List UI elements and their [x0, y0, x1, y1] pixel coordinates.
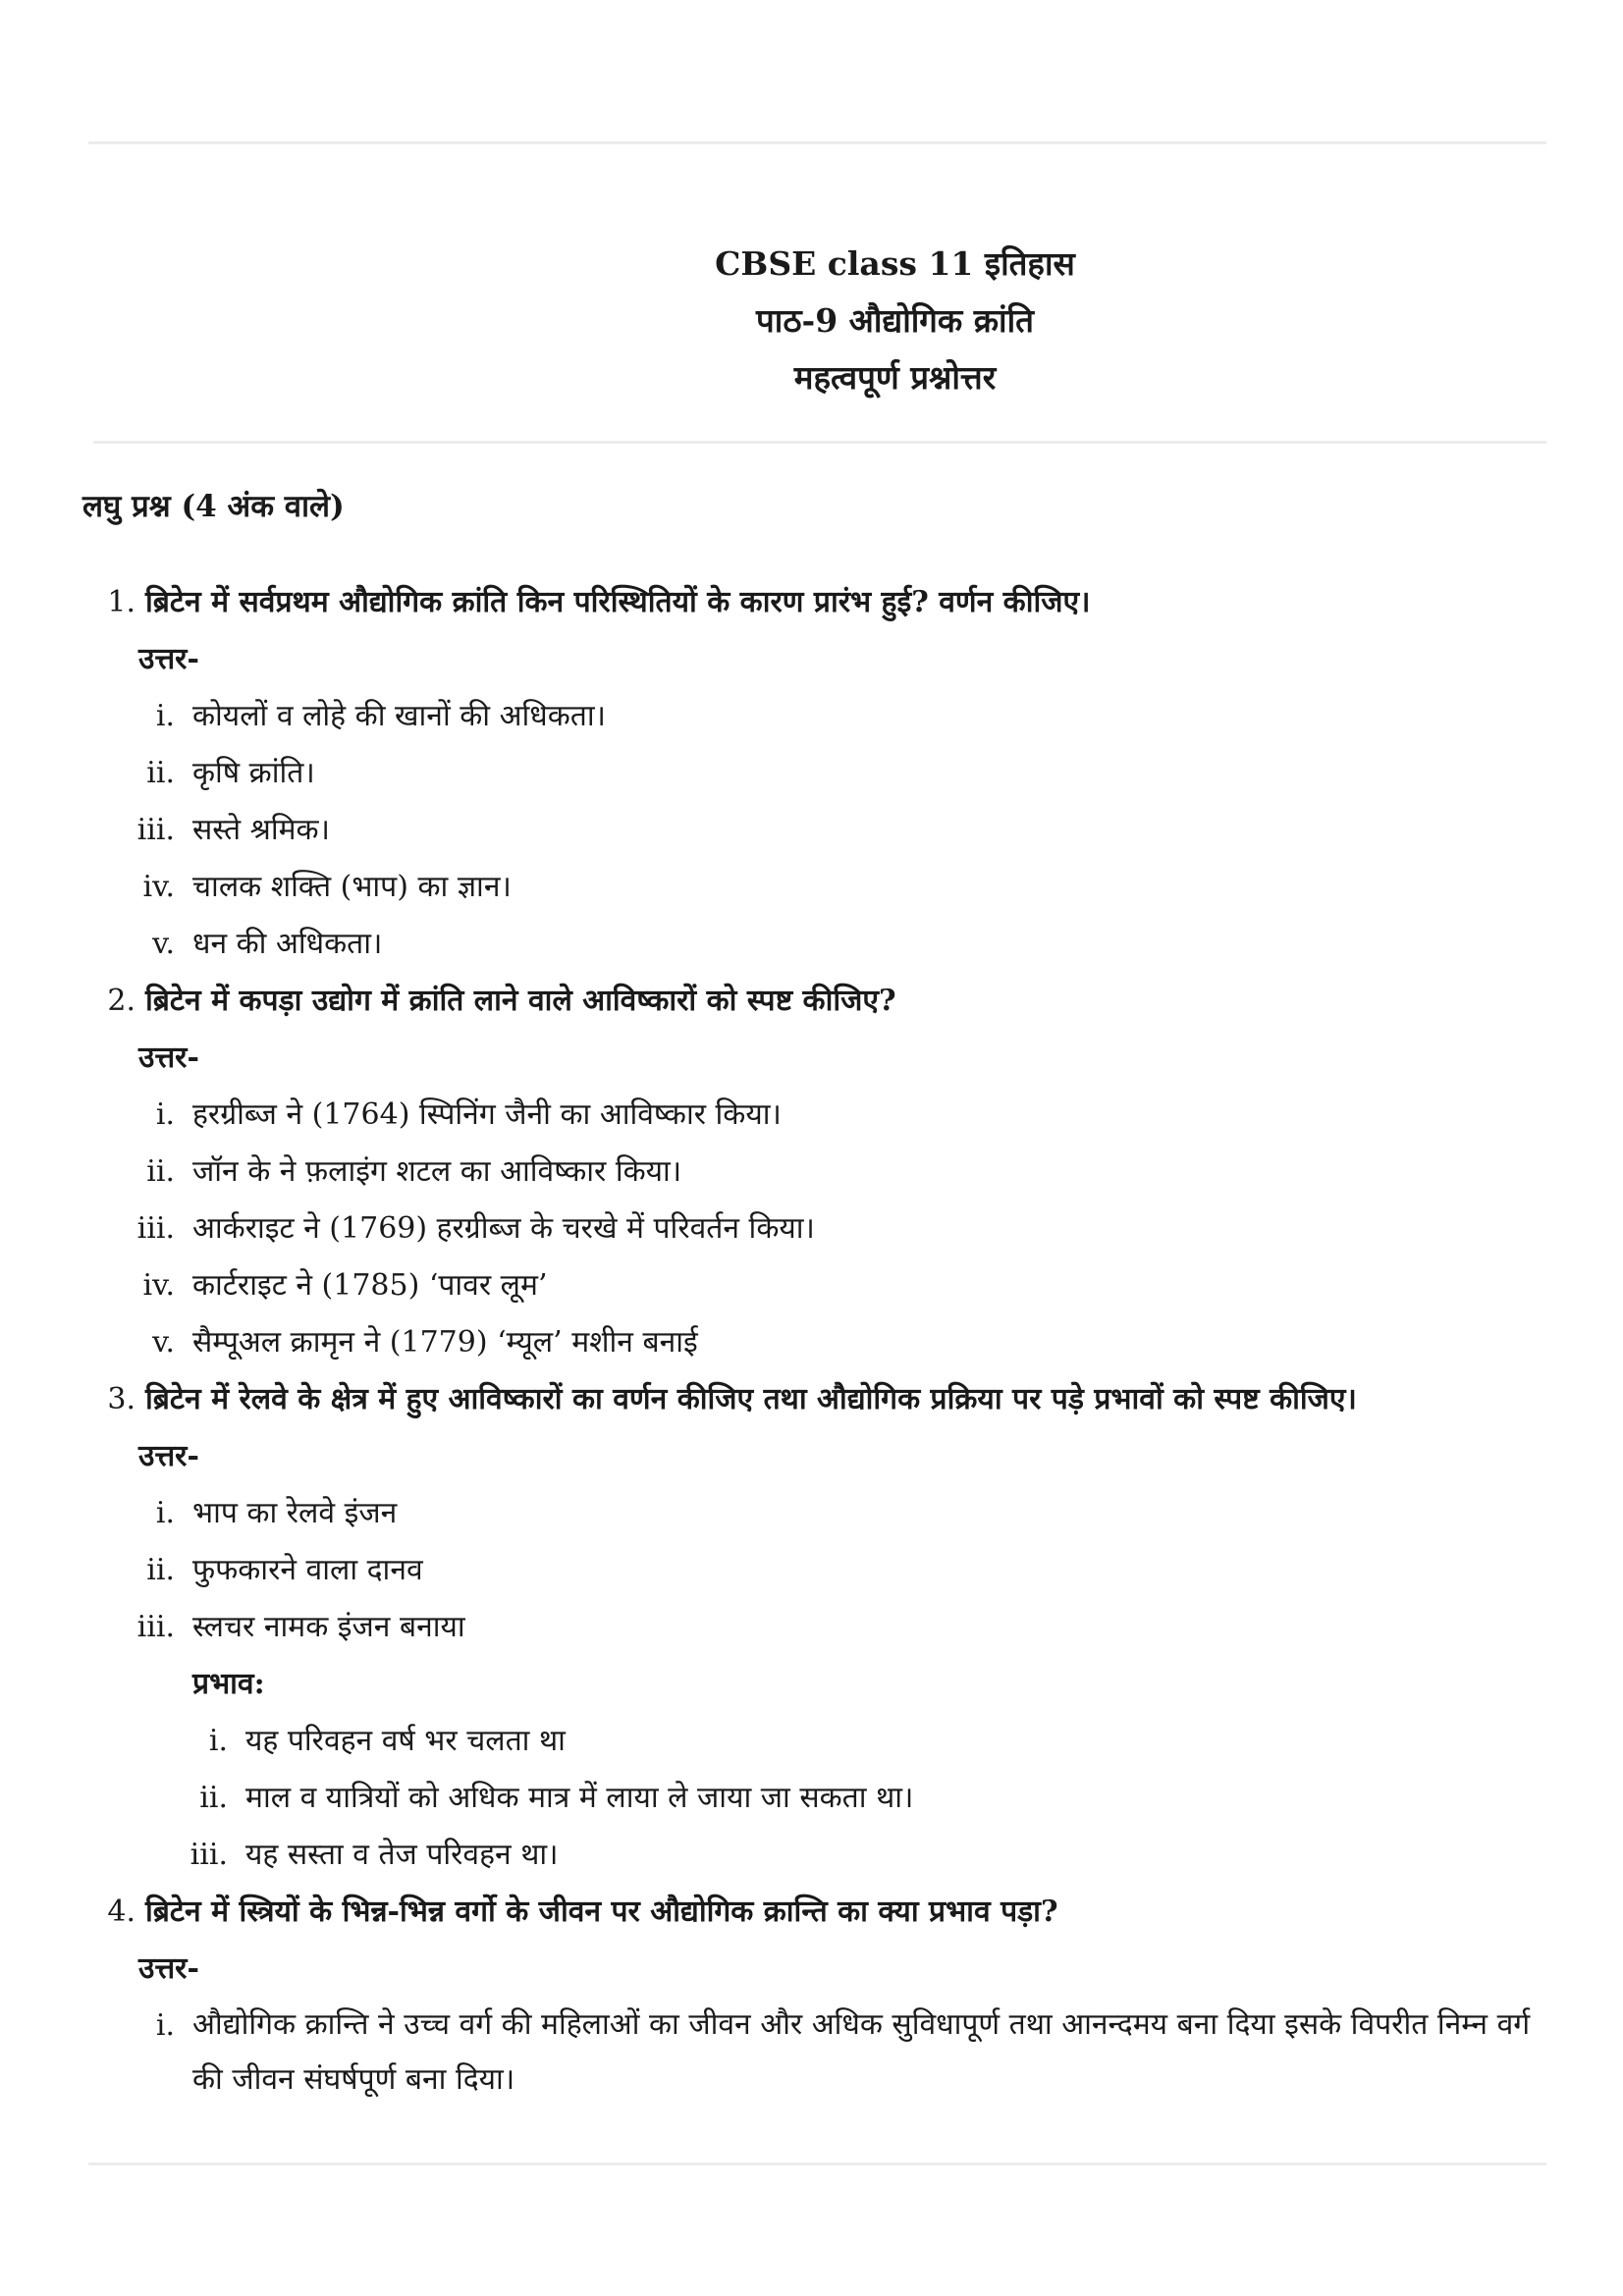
answer-label: उत्तर-: [138, 642, 199, 676]
header-subtitle: महत्वपूर्ण प्रश्नोत्तर: [793, 358, 997, 397]
item-marker: i.: [155, 1097, 175, 1132]
header-divider: [93, 441, 1546, 444]
list-item: [82, 1257, 1555, 1314]
item-text: यह परिवहन वर्ष भर चलता था: [245, 1724, 566, 1758]
question-text: ब्रिटेन में स्त्रियों के भिन्न-भिन्न वर्गो के जीवन पर औद्योगिक क्रान्ति का क्या प्रभाव पड़ा?: [145, 1895, 1058, 1929]
question-1: [82, 574, 1555, 631]
question-text: ब्रिटेन में रेलवे के क्षेत्र में हुए आविष्कारों का वर्णन कीजिए तथा औद्योगिक प्रक्रिया पर पड़े प्रभावों को स्पष्ट कीजिए।: [145, 1382, 1357, 1416]
item-marker: i.: [155, 1496, 175, 1530]
item-text: आर्कराइट ने (1769) हरग्रीब्ज के चरखे में परिवर्तन किया।: [192, 1211, 815, 1246]
item-text: भाप का रेलवे इंजन: [192, 1496, 398, 1530]
question-2: [82, 973, 1555, 1030]
question-number: 1.: [107, 585, 135, 619]
list-item: [82, 688, 1555, 745]
item-text: कार्टराइट ने (1785) ‘पावर लूम’: [192, 1268, 548, 1303]
item-text: स्लचर नामक इंजन बनाया: [192, 1610, 465, 1644]
question-number: 2.: [107, 984, 135, 1018]
list-item: [82, 1201, 1555, 1257]
item-marker: ii.: [199, 1781, 228, 1815]
item-text: माल व यात्रियों को अधिक मात्र में लाया ले जाया जा सकता था।: [245, 1781, 914, 1815]
item-marker: i.: [208, 1724, 228, 1758]
answer-label: उत्तर-: [138, 1041, 199, 1075]
item-text: फुफकारने वाला दानव: [192, 1553, 423, 1587]
answer-label: उत्तर-: [138, 1951, 199, 1986]
item-marker: v.: [152, 927, 175, 961]
list-item: [82, 916, 1555, 973]
item-marker: ii.: [146, 1154, 175, 1189]
item-marker: v.: [152, 1325, 175, 1360]
question-text: ब्रिटेन में सर्वप्रथम औद्योगिक क्रांति किन परिस्थितियों के कारण प्रारंभ हुई? वर्णन कीजिए।: [145, 585, 1091, 619]
item-marker: iii.: [136, 1211, 175, 1246]
list-item: [82, 1314, 1555, 1371]
list-item: [82, 1542, 1555, 1599]
section-title: लघु प्रश्न (4 अंक वाले): [82, 489, 345, 524]
bottom-divider: [88, 2163, 1546, 2165]
top-divider: [88, 141, 1546, 144]
item-text: चालक शक्ति (भाप) का ज्ञान।: [192, 870, 512, 904]
list-item: [82, 859, 1555, 916]
item-text: सैम्पूअल क्रामृन ने (1779) ‘म्यूल’ मशीन बनाई: [192, 1325, 698, 1360]
question-list: [82, 574, 1555, 2108]
list-item: [82, 802, 1555, 859]
question-number: 4.: [107, 1895, 135, 1929]
header-title: CBSE class 11 इतिहास: [715, 244, 1075, 283]
list-item: [82, 745, 1555, 802]
question-4: [82, 1884, 1555, 1941]
list-item: [82, 1827, 1555, 1884]
list-item: [82, 1485, 1555, 1542]
answer-label: उत्तर-: [138, 1439, 199, 1473]
item-text: कृषि क्रांति।: [192, 756, 315, 790]
question-3: [82, 1371, 1555, 1428]
item-marker: i.: [155, 2008, 175, 2043]
list-item: [82, 1713, 1555, 1770]
document-header: [0, 236, 1623, 406]
item-text: कोयलों व लोहे की खानों की अधिकता।: [192, 699, 607, 733]
item-text: यह सस्ता व तेज परिवहन था।: [245, 1838, 559, 1872]
item-marker: iii.: [136, 1610, 175, 1644]
item-text: धन की अधिकता।: [192, 927, 383, 961]
item-marker: iii.: [189, 1838, 228, 1872]
list-item: [82, 1998, 1555, 2108]
item-marker: ii.: [146, 756, 175, 790]
item-text: सस्ते श्रमिक।: [192, 813, 330, 847]
list-item: [82, 1144, 1555, 1201]
list-item: [82, 1770, 1555, 1827]
list-item: [82, 1087, 1555, 1144]
item-marker: iii.: [136, 813, 175, 847]
impact-label: प्रभाव:: [192, 1667, 265, 1701]
item-text: जॉन के ने फ़लाइंग शटल का आविष्कार किया।: [192, 1154, 682, 1189]
item-marker: ii.: [146, 1553, 175, 1587]
item-text: औद्योगिक क्रान्ति ने उच्च वर्ग की महिलाओं का जीवन और अधिक सुविधापूर्ण तथा आनन्दमय बना दिया इसके विपरीत निम्न वर्ग की जीवन संघर्षपूर्ण बना दिया।: [192, 2007, 1531, 2097]
question-text: ब्रिटेन में कपड़ा उद्योग में क्रांति लाने वाले आविष्कारों को स्पष्ट कीजिए?: [145, 984, 896, 1018]
item-marker: i.: [155, 699, 175, 733]
item-marker: iv.: [142, 870, 175, 904]
header-chapter: पाठ-9 औद्योगिक क्रांति: [756, 301, 1034, 340]
question-number: 3.: [107, 1382, 135, 1416]
item-marker: iv.: [142, 1268, 175, 1303]
list-item: [82, 1599, 1555, 1656]
item-text: हरग्रीब्ज ने (1764) स्पिनिंग जैनी का आविष्कार किया।: [192, 1097, 782, 1132]
